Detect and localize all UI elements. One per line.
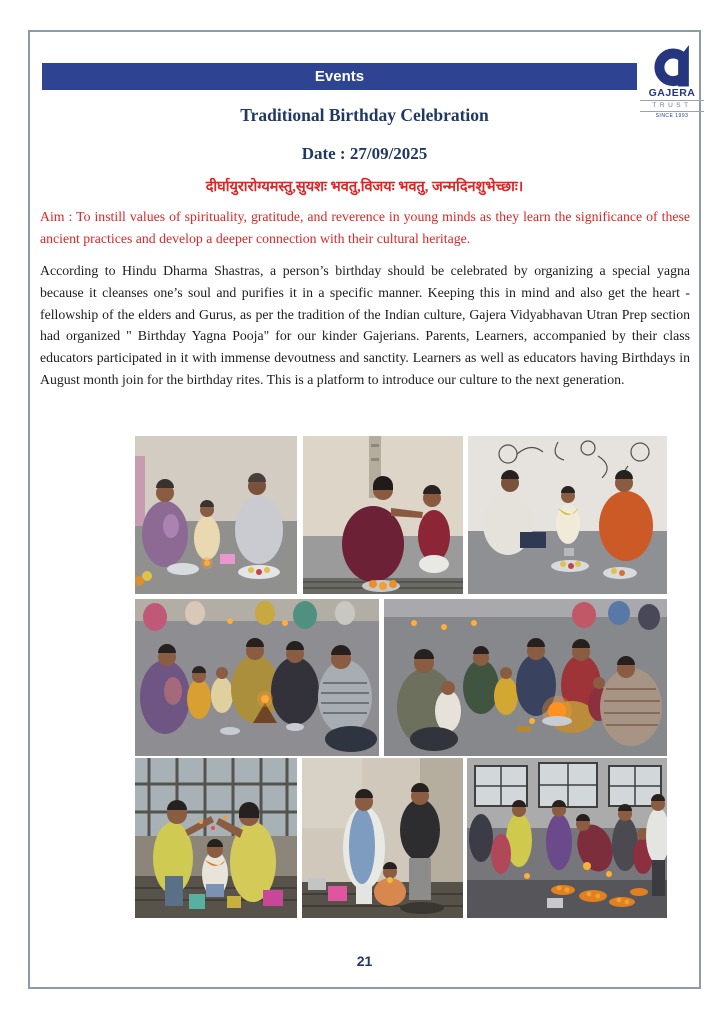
- photo-group-circle-left-image: [135, 599, 379, 756]
- photo-flower-shower-child: [135, 758, 297, 918]
- photo-group-circle-right-image: [384, 599, 667, 756]
- photo-flower-shower-child-image: [135, 758, 297, 918]
- photo-family-pooja-image: [135, 436, 297, 594]
- photo-collage: [95, 420, 627, 902]
- photo-group-circle-left: [135, 599, 379, 756]
- page-number: 21: [356, 953, 373, 969]
- photo-garlanded-child-parents-image: [468, 436, 667, 594]
- photo-family-pooja: [135, 436, 297, 594]
- photo-tilak-boy: [303, 436, 463, 594]
- events-banner: [42, 63, 637, 90]
- photo-tilak-boy-image: [303, 436, 463, 594]
- photo-couple-standing-child: [302, 758, 463, 918]
- photo-lamp-lighting-corridor: [467, 758, 667, 918]
- event-date: Date : 27/09/2025: [301, 144, 428, 163]
- photo-group-circle-right: [384, 599, 667, 756]
- logo-tagline: SINCE 1993: [655, 113, 689, 119]
- events-banner-label: Events: [314, 68, 365, 85]
- photo-lamp-lighting-corridor-image: [467, 758, 667, 918]
- body-paragraph: According to Hindu Dharma Shastras, a person’s birthday should be celebrated by organizing a special yagna because it cleanses one’s soul and purifies it in a specific manner. Keeping this in mind and also get the heart - fellowship of the elders and Gurus, as per the tradition of the Indian culture, Gajera Vidyabhavan Utran Prep section had organized " Birthday Yagna Pooja" for our kinder Gajerians. Parents, Learners, accompanied by their class educators participated in it with immense devoutness and sanctity. Learners as well as educators having Birthdays in August month join for the birthday rites. This is a platform to introduce our culture to the next generation.: [40, 263, 690, 387]
- gajera-logo-icon: [649, 42, 695, 88]
- page-title: Traditional Birthday Celebration: [240, 105, 489, 125]
- sanskrit-blessing: दीर्घायुरारोग्यमस्तु,सुयशः भवतु,विजयः भवतु, जन्मदिनशुभेच्छाः।: [205, 179, 524, 195]
- photo-couple-standing-child-image: [302, 758, 463, 918]
- photo-garlanded-child-parents: [468, 436, 667, 594]
- logo-subtitle: TRUST: [640, 100, 704, 112]
- aim-paragraph: Aim : To instill values of spirituality, gratitude, and reverence in young minds as they learn the significance of these ancient practices and develop a deeper connection with their cultural heritage.: [40, 209, 690, 246]
- logo-name: GAJERA: [648, 87, 696, 99]
